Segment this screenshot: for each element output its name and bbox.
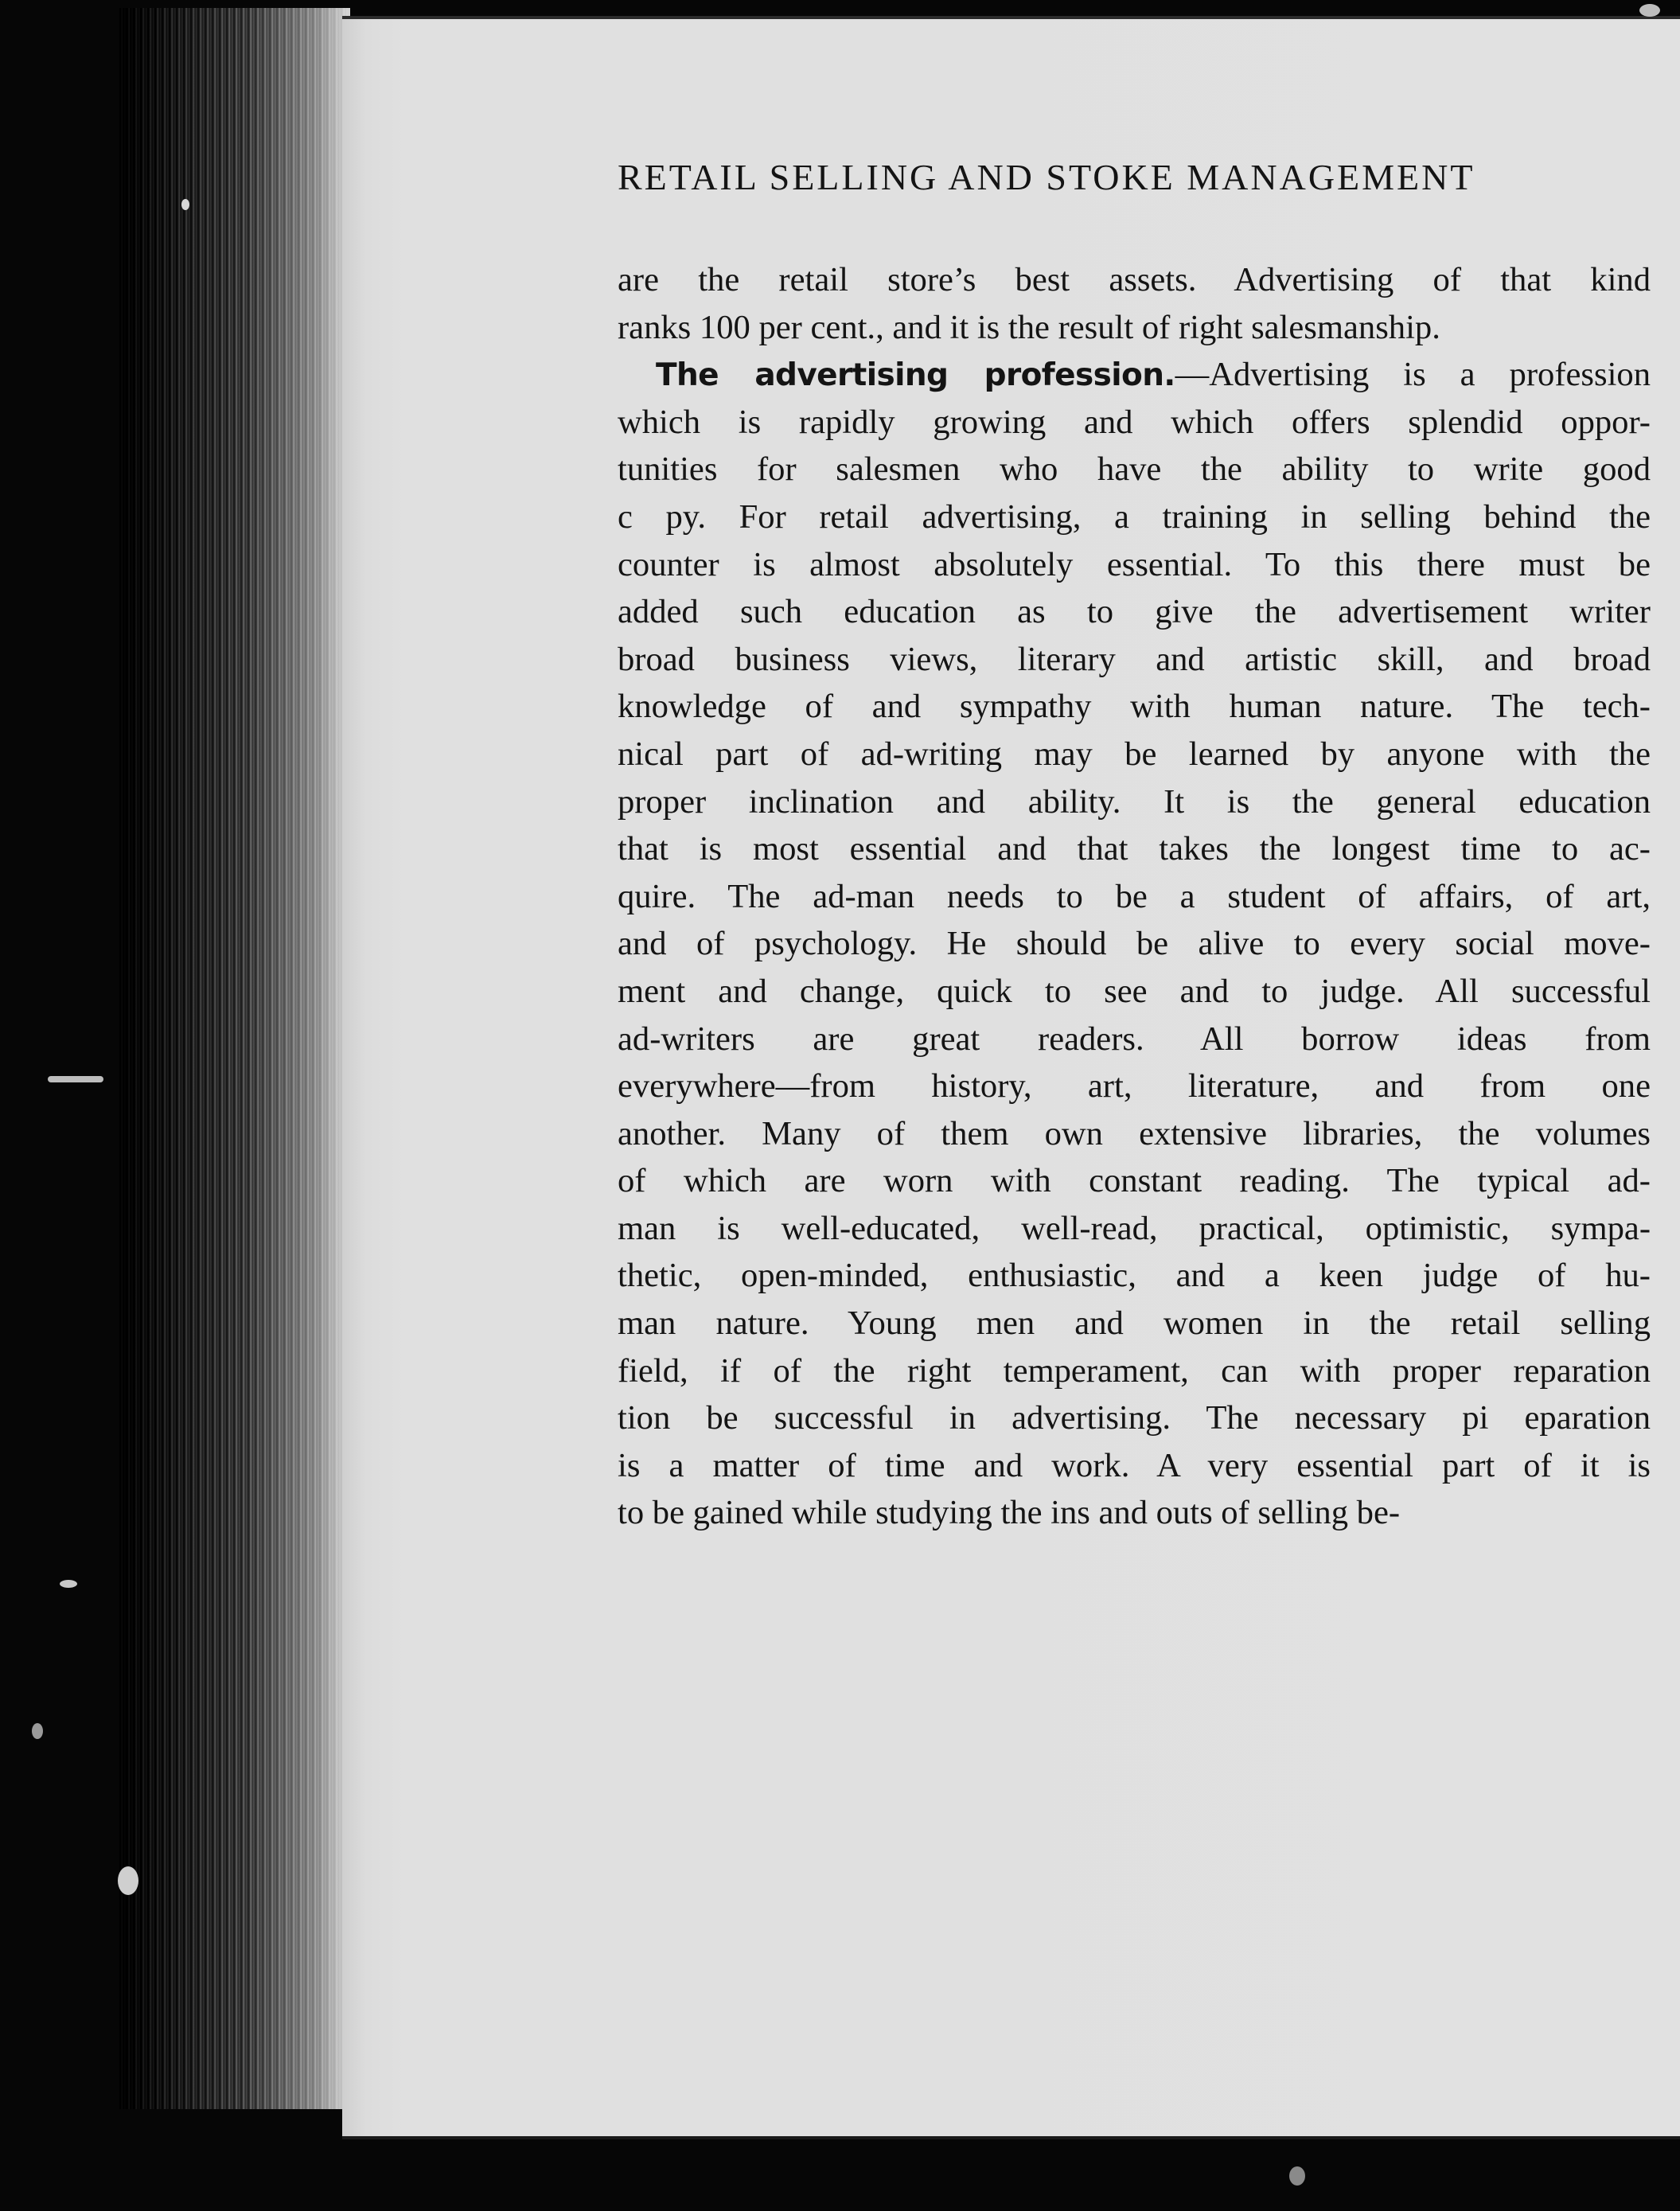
text-line: field, if of the right temperament, can with proper reparation	[618, 1351, 1651, 1390]
scan-speck	[118, 1866, 138, 1895]
text-line: added such education as to give the advertisement writer	[618, 593, 1651, 631]
text-line	[618, 351, 1651, 399]
text-line: man is well-educated, well-read, practical, optimistic, sympa-	[618, 1209, 1651, 1247]
text-line: is a matter of time and work. A very essential part of it is	[618, 1446, 1651, 1484]
scan-speck	[1639, 4, 1660, 17]
scan-speck	[48, 1076, 103, 1082]
text-line: and of psychology. He should be alive to every social move-	[618, 925, 1651, 963]
text-line: proper inclination and ability. It is the general education	[618, 782, 1651, 821]
text-line: ment and change, quick to see and to judge. All successful	[618, 972, 1651, 1010]
section-run-in-heading: The advertising profession.	[656, 357, 1175, 394]
text-line: tion be successful in advertising. The necessary pi eparation	[618, 1399, 1651, 1437]
text-line: tunities for salesmen who have the ability to write good	[618, 450, 1651, 489]
text-line-rest: —Advertising is a profession	[1175, 356, 1651, 394]
scan-speck	[181, 199, 189, 210]
text-line: ranks 100 per cent., and it is the result of right salesmanship.	[618, 308, 1440, 346]
text-line: c py. For retail advertising, a training in selling behind the	[618, 497, 1651, 536]
body-text	[618, 256, 1651, 1537]
running-head: RETAIL SELLING AND STOKE MANAGEMENT	[618, 157, 1475, 197]
text-line: which is rapidly growing and which offers splendid oppor-	[618, 403, 1651, 441]
text-line: that is most essential and that takes the longest time to ac-	[618, 830, 1651, 868]
book-page-edges	[119, 8, 350, 2109]
text-line: of which are worn with constant reading. The typical ad-	[618, 1162, 1651, 1200]
page-bottom-edge	[342, 2136, 1680, 2139]
text-line: quire. The ad-man needs to be a student of affairs, of art,	[618, 877, 1651, 915]
text-line: thetic, open-minded, enthusiastic, and a keen judge of hu-	[618, 1257, 1651, 1295]
text-line: are the retail store’s best assets. Advertising of that kind	[618, 261, 1651, 298]
text-line: to be gained while studying the ins and outs of selling be-	[618, 1494, 1401, 1532]
text-line: everywhere—from history, art, literature, and from one	[618, 1067, 1651, 1106]
text-line: knowledge of and sympathy with human nature. The tech-	[618, 688, 1651, 726]
text-line: counter is almost absolutely essential. To this there must be	[618, 545, 1651, 583]
scan-speck	[32, 1723, 43, 1739]
scan-speck	[60, 1580, 77, 1588]
page-top-edge	[342, 16, 1680, 19]
text-line: another. Many of them own extensive libraries, the volumes	[618, 1114, 1651, 1152]
scan-speck	[1289, 2166, 1305, 2186]
text-line: broad business views, literary and artistic skill, and broad	[618, 640, 1651, 678]
text-line: man nature. Young men and women in the retail selling	[618, 1304, 1651, 1343]
text-line: ad-writers are great readers. All borrow ideas from	[618, 1020, 1651, 1058]
text-line: nical part of ad-writing may be learned by anyone with the	[618, 735, 1651, 773]
